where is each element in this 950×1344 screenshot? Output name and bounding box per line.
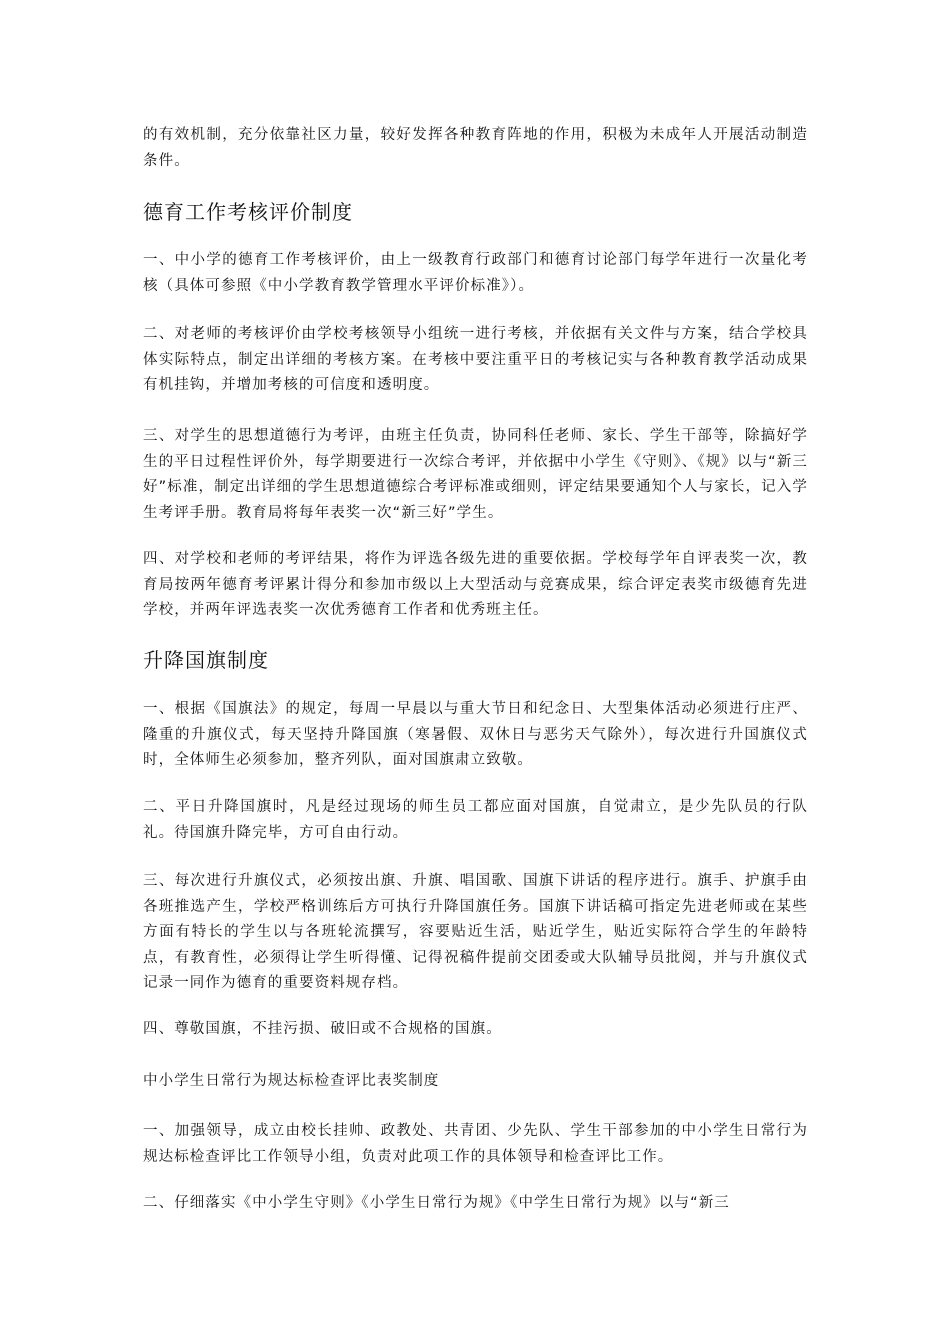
section-title-flag-raising: 升降国旗制度	[143, 648, 269, 672]
paragraph: 四、对学校和老师的考评结果，将作为评选各级先进的重要依据。学校每学年自评表奖一次，教育局按两年德育考评累计得分和参加市级以上大型活动与竞赛成果，综合评定表奖市级德育先进学校，并两年评选表奖一次优秀德育工作者和优秀班主任。	[143, 551, 808, 618]
section-title-moral-evaluation: 德育工作考核评价制度	[143, 200, 353, 224]
paragraph: 一、根据《国旗法》的规定，每周一早晨以与重大节日和纪念日、大型集体活动必须进行庄严、隆重的升旗仪式，每天坚持升降国旗（寒暑假、双休日与恶劣天气除外），每次进行升国旗仪式时，全体师生必须参加，整齐列队，面对国旗肃立致敬。	[143, 701, 808, 768]
section1-paragraph-4-block	[143, 547, 808, 624]
paragraph: 三、每次进行升旗仪式，必须按出旗、升旗、唱国歌、国旗下讲话的程序进行。旗手、护旗手由各班推选产生，学校严格训练后方可执行升降国旗任务。国旗下讲话稿可指定先进老师或在某些方面有特长的学生以与各班轮流撰写，容要贴近生活，贴近学生，贴近实际符合学生的年龄特点，有教育性，必须得让学生听得懂、记得祝稿件提前交团委或大队辅导员批阅，并与升旗仪式记录一同作为德育的重要资料规存档。	[143, 873, 808, 991]
intro-paragraph: 的有效机制，充分依靠社区力量，较好发挥各种教育阵地的作用，积极为未成年人开展活动制造条件。	[143, 127, 808, 169]
section3-paragraph-2-block	[143, 1191, 808, 1217]
intro-paragraph-block	[143, 123, 808, 174]
paragraph: 二、平日升降国旗时，凡是经过现场的师生员工都应面对国旗，自觉肃立，是少先队员的行队礼。待国旗升降完毕，方可自由行动。	[143, 799, 808, 841]
section1-paragraph-1-block	[143, 248, 808, 299]
section2-paragraph-3-block	[143, 869, 808, 997]
section2-paragraph-4-block	[143, 1017, 808, 1043]
paragraph: 二、对老师的考核评价由学校考核领导小组统一进行考核，并依据有关文件与方案，结合学校具体实际特点，制定出详细的考核方案。在考核中要注重平日的考核记实与各种教育教学活动成果有机挂钩，并增加考核的可信度和透明度。	[143, 326, 808, 393]
paragraph: 四、尊敬国旗，不挂污损、破旧或不合规格的国旗。	[143, 1021, 502, 1037]
section1-title-block	[143, 199, 808, 225]
paragraph: 一、中小学的德育工作考核评价，由上一级教育行政部门和德育讨论部门每学年进行一次量化考核（具体可参照《中小学教育教学管理水平评价标准》）。	[143, 252, 808, 294]
section2-title-block	[143, 647, 808, 673]
section-title-daily-behavior: 中小学生日常行为规达标检查评比表奖制度	[143, 1073, 440, 1089]
paragraph: 二、仔细落实《中小学生守则》《小学生日常行为规》《中学生日常行为规》以与“新三	[143, 1195, 730, 1211]
paragraph: 一、加强领导，成立由校长挂帅、政教处、共青团、少先队、学生干部参加的中小学生日常行为规达标检查评比工作领导小组，负责对此项工作的具体领导和检查评比工作。	[143, 1123, 808, 1165]
paragraph: 三、对学生的思想道德行为考评，由班主任负责，协同科任老师、家长、学生干部等，除搞好学生的平日过程性评价外，每学期要进行一次综合考评，并依据中小学生《守则》、《规》以与“新三好”标准，制定出详细的学生思想道德综合考评标准或细则，评定结果要通知个人与家长，记入学生考评手册。教育局将每年表奖一次“新三好”学生。	[143, 428, 808, 521]
section3-paragraph-1-block	[143, 1119, 808, 1170]
section2-paragraph-1-block	[143, 697, 808, 774]
section1-paragraph-3-block	[143, 424, 808, 526]
section1-paragraph-2-block	[143, 322, 808, 399]
section3-title-block	[143, 1070, 808, 1092]
section2-paragraph-2-block	[143, 795, 808, 846]
